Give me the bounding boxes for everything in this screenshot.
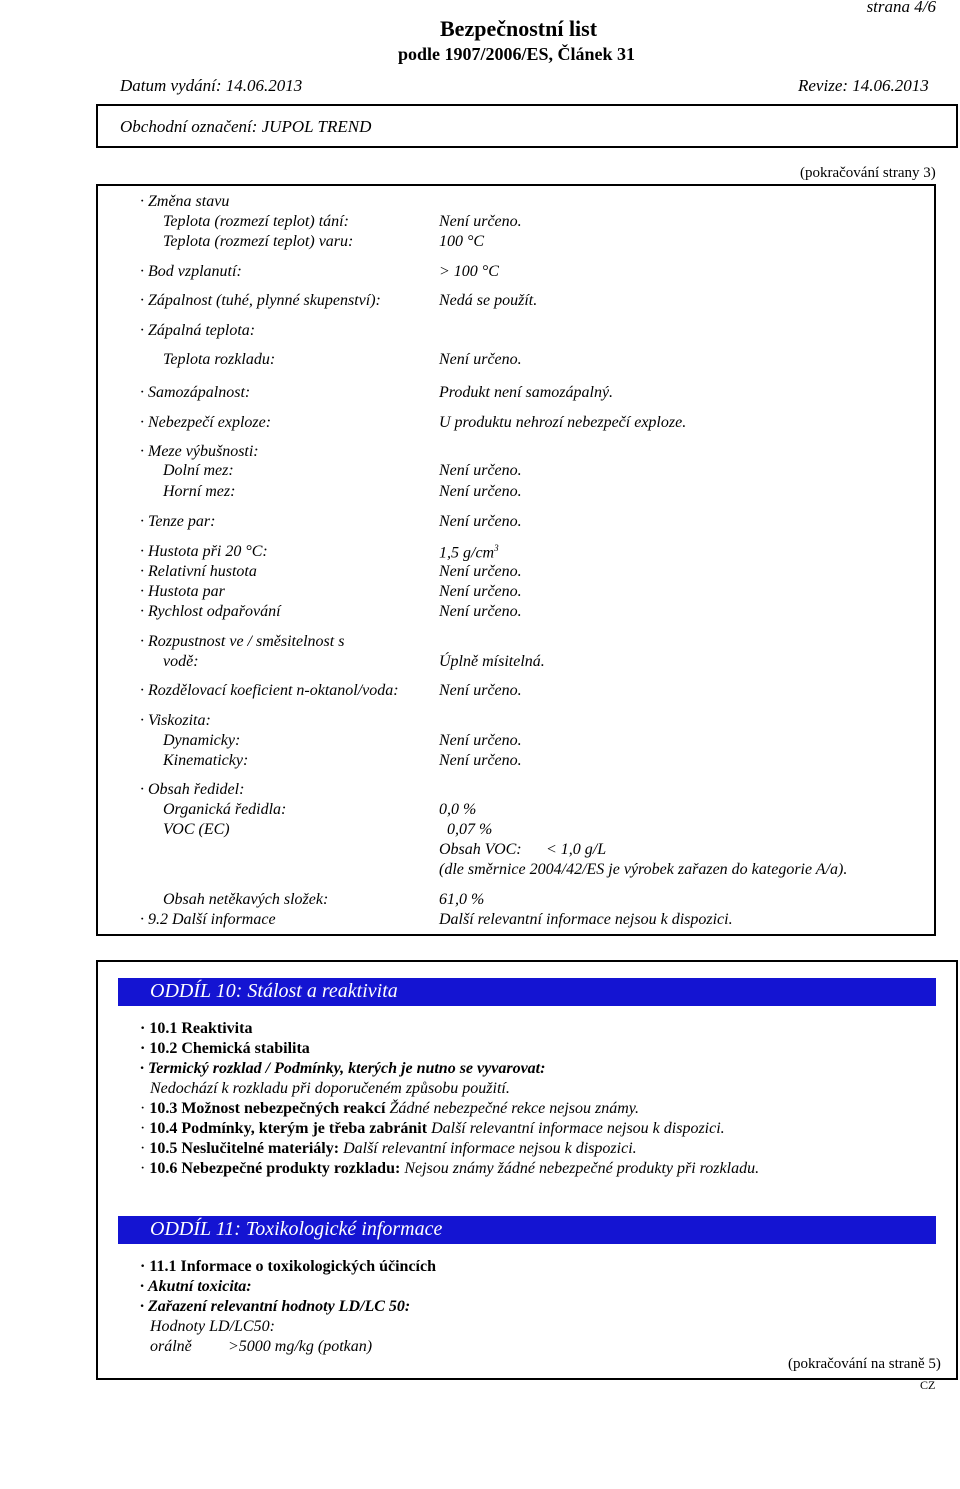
- section-10-header: [118, 978, 936, 1006]
- decomposition-value: Není určeno.: [439, 351, 522, 368]
- continued-to-note: (pokračování na straně 5): [788, 1356, 941, 1372]
- flash-value: > 100 °C: [439, 263, 499, 280]
- evaporation-label: · Rychlost odpařování: [140, 603, 281, 620]
- evaporation-value: Není určeno.: [439, 603, 522, 620]
- section-11-header: [118, 1216, 936, 1244]
- solvents-label: · Obsah ředidel:: [140, 781, 245, 798]
- kinematic-value: Není určeno.: [439, 752, 522, 769]
- continued-from-note: (pokračování strany 3): [800, 165, 936, 181]
- document-subtitle: podle 1907/2006/ES, Článek 31: [398, 44, 636, 64]
- oral-value: >5000 mg/kg (potkan): [228, 1338, 373, 1355]
- conditions-to-avoid: · 10.4 Podmínky, kterým je třeba zabránit Další relevantní informace nejsou k dispozici.: [140, 1120, 725, 1137]
- ld-lc50-heading: · Zařazení relevantní hodnoty LD/LC 50:: [140, 1298, 411, 1315]
- trade-name: Obchodní označení: JUPOL TREND: [120, 117, 372, 136]
- voc-content-label: Obsah VOC:: [439, 841, 522, 858]
- selfignition-value: Produkt není samozápalný.: [439, 384, 614, 401]
- change-state-label: · Změna stavu: [140, 193, 230, 210]
- upper-limit-label: Horní mez:: [163, 483, 236, 500]
- stability-heading: · 10.2 Chemická stabilita: [140, 1040, 310, 1057]
- solids-value: 61,0 %: [439, 891, 485, 908]
- acute-toxicity-heading: · Akutní toxicita:: [140, 1278, 252, 1295]
- selfignition-label: · Samozápalnost:: [140, 384, 251, 401]
- reactivity-heading: · 10.1 Reaktivita: [140, 1020, 253, 1037]
- solubility-value: Úplně mísitelná.: [439, 653, 545, 670]
- dynamic-label: Dynamicky:: [163, 732, 241, 749]
- section-11-title: ODDÍL 11: Toxikologické informace: [150, 1218, 443, 1240]
- page-number: strana 4/6: [866, 0, 936, 16]
- solubility-label: · Rozpustnost ve / směsitelnost s: [140, 633, 345, 650]
- organic-value: 0,0 %: [439, 801, 477, 818]
- solubility-label-cont: vodě:: [163, 653, 199, 670]
- issue-date: Datum vydání: 14.06.2013: [120, 76, 303, 95]
- thermal-decomposition-heading: · Termický rozklad / Podmínky, kterých je nutno se vyvarovat:: [140, 1060, 546, 1077]
- flash-label: · Bod vzplanutí:: [140, 263, 242, 280]
- voc-label: VOC (EC): [163, 821, 230, 838]
- reldensity-label: · Relativní hustota: [140, 563, 257, 580]
- hazardous-reactions: · 10.3 Možnost nebezpečných reakcí Žádné nebezpečné rekce nejsou známy.: [140, 1100, 639, 1117]
- toxicology-heading: · 11.1 Informace o toxikologických účincích: [140, 1258, 436, 1275]
- decomposition-products: · 10.6 Nebezpečné produkty rozkladu: Nejsou známy žádné nebezpečné produkty při rozkladu.: [140, 1160, 760, 1177]
- language-code: CZ: [920, 1378, 936, 1392]
- decomposition-label: Teplota rozkladu:: [163, 351, 276, 368]
- trade-name-box: [96, 104, 958, 148]
- upper-limit-value: Není určeno.: [439, 483, 522, 500]
- partition-label: · Rozdělovací koeficient n-oktanol/voda:: [140, 682, 399, 699]
- revision-date: Revize: 14.06.2013: [798, 76, 929, 95]
- vapdensity-label: · Hustota par: [140, 583, 225, 600]
- vapour-value: Není určeno.: [439, 513, 522, 530]
- melting-label: Teplota (rozmezí teplot) tání:: [163, 213, 349, 230]
- thermal-decomposition-text: Nedochází k rozkladu při doporučeném způsobu použití.: [150, 1080, 510, 1097]
- melting-value: Není určeno.: [439, 213, 522, 230]
- document-title: Bezpečnostní list: [440, 16, 598, 41]
- vapdensity-value: Není určeno.: [439, 583, 522, 600]
- partition-value: Není určeno.: [439, 682, 522, 699]
- reldensity-value: Není určeno.: [439, 563, 522, 580]
- kinematic-label: Kinematicky:: [163, 752, 249, 769]
- ld-lc50-values-label: Hodnoty LD/LC50:: [150, 1318, 275, 1335]
- density-label: · Hustota při 20 °C:: [140, 543, 268, 560]
- density-value: 1,5 $g/cm^3$: [439, 543, 499, 562]
- boiling-label: Teplota (rozmezí teplot) varu:: [163, 233, 354, 250]
- voc-content-value: < 1,0 g/L: [546, 841, 607, 858]
- other-info-value: Další relevantní informace nejsou k dispozici.: [439, 911, 733, 928]
- flammability-label: · Zápalnost (tuhé, plynné skupenství):: [140, 292, 381, 309]
- other-info-label: · 9.2 Další informace: [140, 911, 276, 928]
- vapour-label: · Tenze par:: [140, 513, 216, 530]
- solids-label: Obsah netěkavých složek:: [163, 891, 329, 908]
- explosion-value: U produktu nehrozí nebezpečí exploze.: [439, 414, 687, 431]
- explosion-label: · Nebezpečí exploze:: [140, 414, 272, 431]
- lower-limit-value: Není určeno.: [439, 462, 522, 479]
- oral-route: orálně: [150, 1338, 192, 1355]
- voc-value: 0,07 %: [447, 821, 493, 838]
- section-10-title: ODDÍL 10: Stálost a reaktivita: [150, 980, 398, 1002]
- organic-label: Organická ředidla:: [163, 801, 287, 818]
- lower-limit-label: Dolní mez:: [163, 462, 234, 479]
- voc-note: (dle směrnice 2004/42/ES je výrobek zařazen do kategorie A/a).: [439, 861, 848, 878]
- incompatible-materials: · 10.5 Neslučitelné materiály: Další relevantní informace nejsou k dispozici.: [140, 1140, 637, 1157]
- boiling-value: 100 °C: [439, 233, 485, 250]
- limits-label: · Meze výbušnosti:: [140, 443, 259, 460]
- ignition-label: · Zápalná teplota:: [140, 322, 256, 339]
- viscosity-label: · Viskozita:: [140, 712, 211, 729]
- flammability-value: Nedá se použít.: [439, 292, 538, 309]
- dynamic-value: Není určeno.: [439, 732, 522, 749]
